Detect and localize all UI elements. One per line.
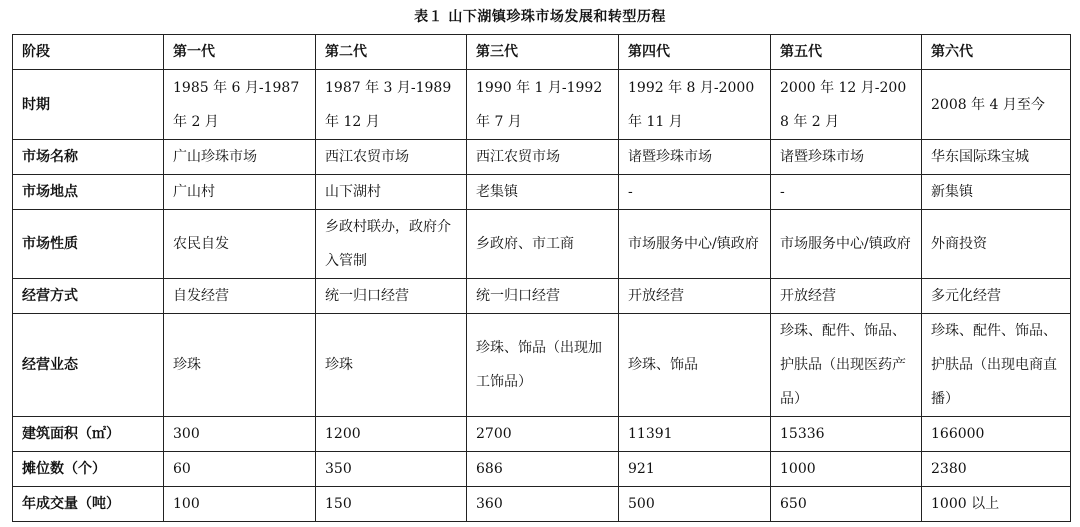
table-cell: 珍珠 xyxy=(164,314,316,417)
table-caption: 表１ 山下湖镇珍珠市场发展和转型历程 xyxy=(414,9,666,25)
table-cell: 乡政村联办，政府介入管制 xyxy=(316,210,467,279)
row-label: 时期 xyxy=(13,70,164,140)
row-label: 建筑面积（㎡） xyxy=(13,417,164,452)
table-cell: 650 xyxy=(771,487,922,522)
table-cell: - xyxy=(771,175,922,210)
table-cell: 2380 xyxy=(922,452,1071,487)
table-cell: 外商投资 xyxy=(922,210,1071,279)
table-cell: 珍珠 xyxy=(316,314,467,417)
table-row xyxy=(13,70,1071,140)
table-cell: 15336 xyxy=(771,417,922,452)
table-cell: 1992 年 8 月-2000 年 11 月 xyxy=(619,70,771,140)
table-cell: 1990 年 1 月-1992 年 7 月 xyxy=(467,70,619,140)
table-cell: 350 xyxy=(316,452,467,487)
row-label: 阶段 xyxy=(13,35,164,70)
table-cell: 2700 xyxy=(467,417,619,452)
table-cell: 自发经营 xyxy=(164,279,316,314)
table-body xyxy=(13,35,1071,522)
table-cell: 诸暨珍珠市场 xyxy=(771,140,922,175)
row-label: 市场性质 xyxy=(13,210,164,279)
table-cell: 开放经营 xyxy=(771,279,922,314)
column-header: 第四代 xyxy=(619,35,771,70)
table-row xyxy=(13,35,1071,70)
table-row xyxy=(13,175,1071,210)
table-row xyxy=(13,140,1071,175)
table-cell: 11391 xyxy=(619,417,771,452)
table-cell: 珍珠、配件、饰品、护肤品（出现电商直播） xyxy=(922,314,1071,417)
table-cell: 1987 年 3 月-1989 年 12 月 xyxy=(316,70,467,140)
table-cell: 珍珠、饰品（出现加工饰品） xyxy=(467,314,619,417)
table-row xyxy=(13,314,1071,417)
row-label: 经营方式 xyxy=(13,279,164,314)
market-history-table xyxy=(12,34,1071,522)
table-cell: 诸暨珍珠市场 xyxy=(619,140,771,175)
table-cell: 山下湖村 xyxy=(316,175,467,210)
table-cell: 166000 xyxy=(922,417,1071,452)
table-cell: 乡政府、市工商 xyxy=(467,210,619,279)
column-header: 第六代 xyxy=(922,35,1071,70)
table-row xyxy=(13,487,1071,522)
table-cell: 华东国际珠宝城 xyxy=(922,140,1071,175)
table-cell: 老集镇 xyxy=(467,175,619,210)
table-cell: 921 xyxy=(619,452,771,487)
row-label: 年成交量（吨） xyxy=(13,487,164,522)
table-cell: 686 xyxy=(467,452,619,487)
table-cell: 统一归口经营 xyxy=(316,279,467,314)
table-cell: - xyxy=(619,175,771,210)
table-cell: 300 xyxy=(164,417,316,452)
table-cell: 1200 xyxy=(316,417,467,452)
row-label: 市场名称 xyxy=(13,140,164,175)
table-row xyxy=(13,279,1071,314)
table-row xyxy=(13,452,1071,487)
row-label: 摊位数（个） xyxy=(13,452,164,487)
column-header: 第五代 xyxy=(771,35,922,70)
column-header: 第二代 xyxy=(316,35,467,70)
table-cell: 1000 以上 xyxy=(922,487,1071,522)
table-cell: 360 xyxy=(467,487,619,522)
table-cell: 2008 年 4 月至今 xyxy=(922,70,1071,140)
table-cell: 珍珠、饰品 xyxy=(619,314,771,417)
table-cell: 1000 xyxy=(771,452,922,487)
column-header: 第一代 xyxy=(164,35,316,70)
table-cell: 珍珠、配件、饰品、护肤品（出现医药产品） xyxy=(771,314,922,417)
table-row xyxy=(13,417,1071,452)
table-cell: 西江农贸市场 xyxy=(316,140,467,175)
table-cell: 新集镇 xyxy=(922,175,1071,210)
row-label: 经营业态 xyxy=(13,314,164,417)
table-cell: 多元化经营 xyxy=(922,279,1071,314)
table-cell: 西江农贸市场 xyxy=(467,140,619,175)
table-cell: 60 xyxy=(164,452,316,487)
table-row xyxy=(13,210,1071,279)
table-cell: 1985 年 6 月-1987 年 2 月 xyxy=(164,70,316,140)
table-cell: 500 xyxy=(619,487,771,522)
table-cell: 广山珍珠市场 xyxy=(164,140,316,175)
row-label: 市场地点 xyxy=(13,175,164,210)
table-cell: 100 xyxy=(164,487,316,522)
table-cell: 广山村 xyxy=(164,175,316,210)
table-cell: 市场服务中心/镇政府 xyxy=(771,210,922,279)
column-header: 第三代 xyxy=(467,35,619,70)
table-cell: 150 xyxy=(316,487,467,522)
table-cell: 统一归口经营 xyxy=(467,279,619,314)
table-cell: 开放经营 xyxy=(619,279,771,314)
table-cell: 2000 年 12 月-2008 年 2 月 xyxy=(771,70,922,140)
table-cell: 农民自发 xyxy=(164,210,316,279)
table-cell: 市场服务中心/镇政府 xyxy=(619,210,771,279)
